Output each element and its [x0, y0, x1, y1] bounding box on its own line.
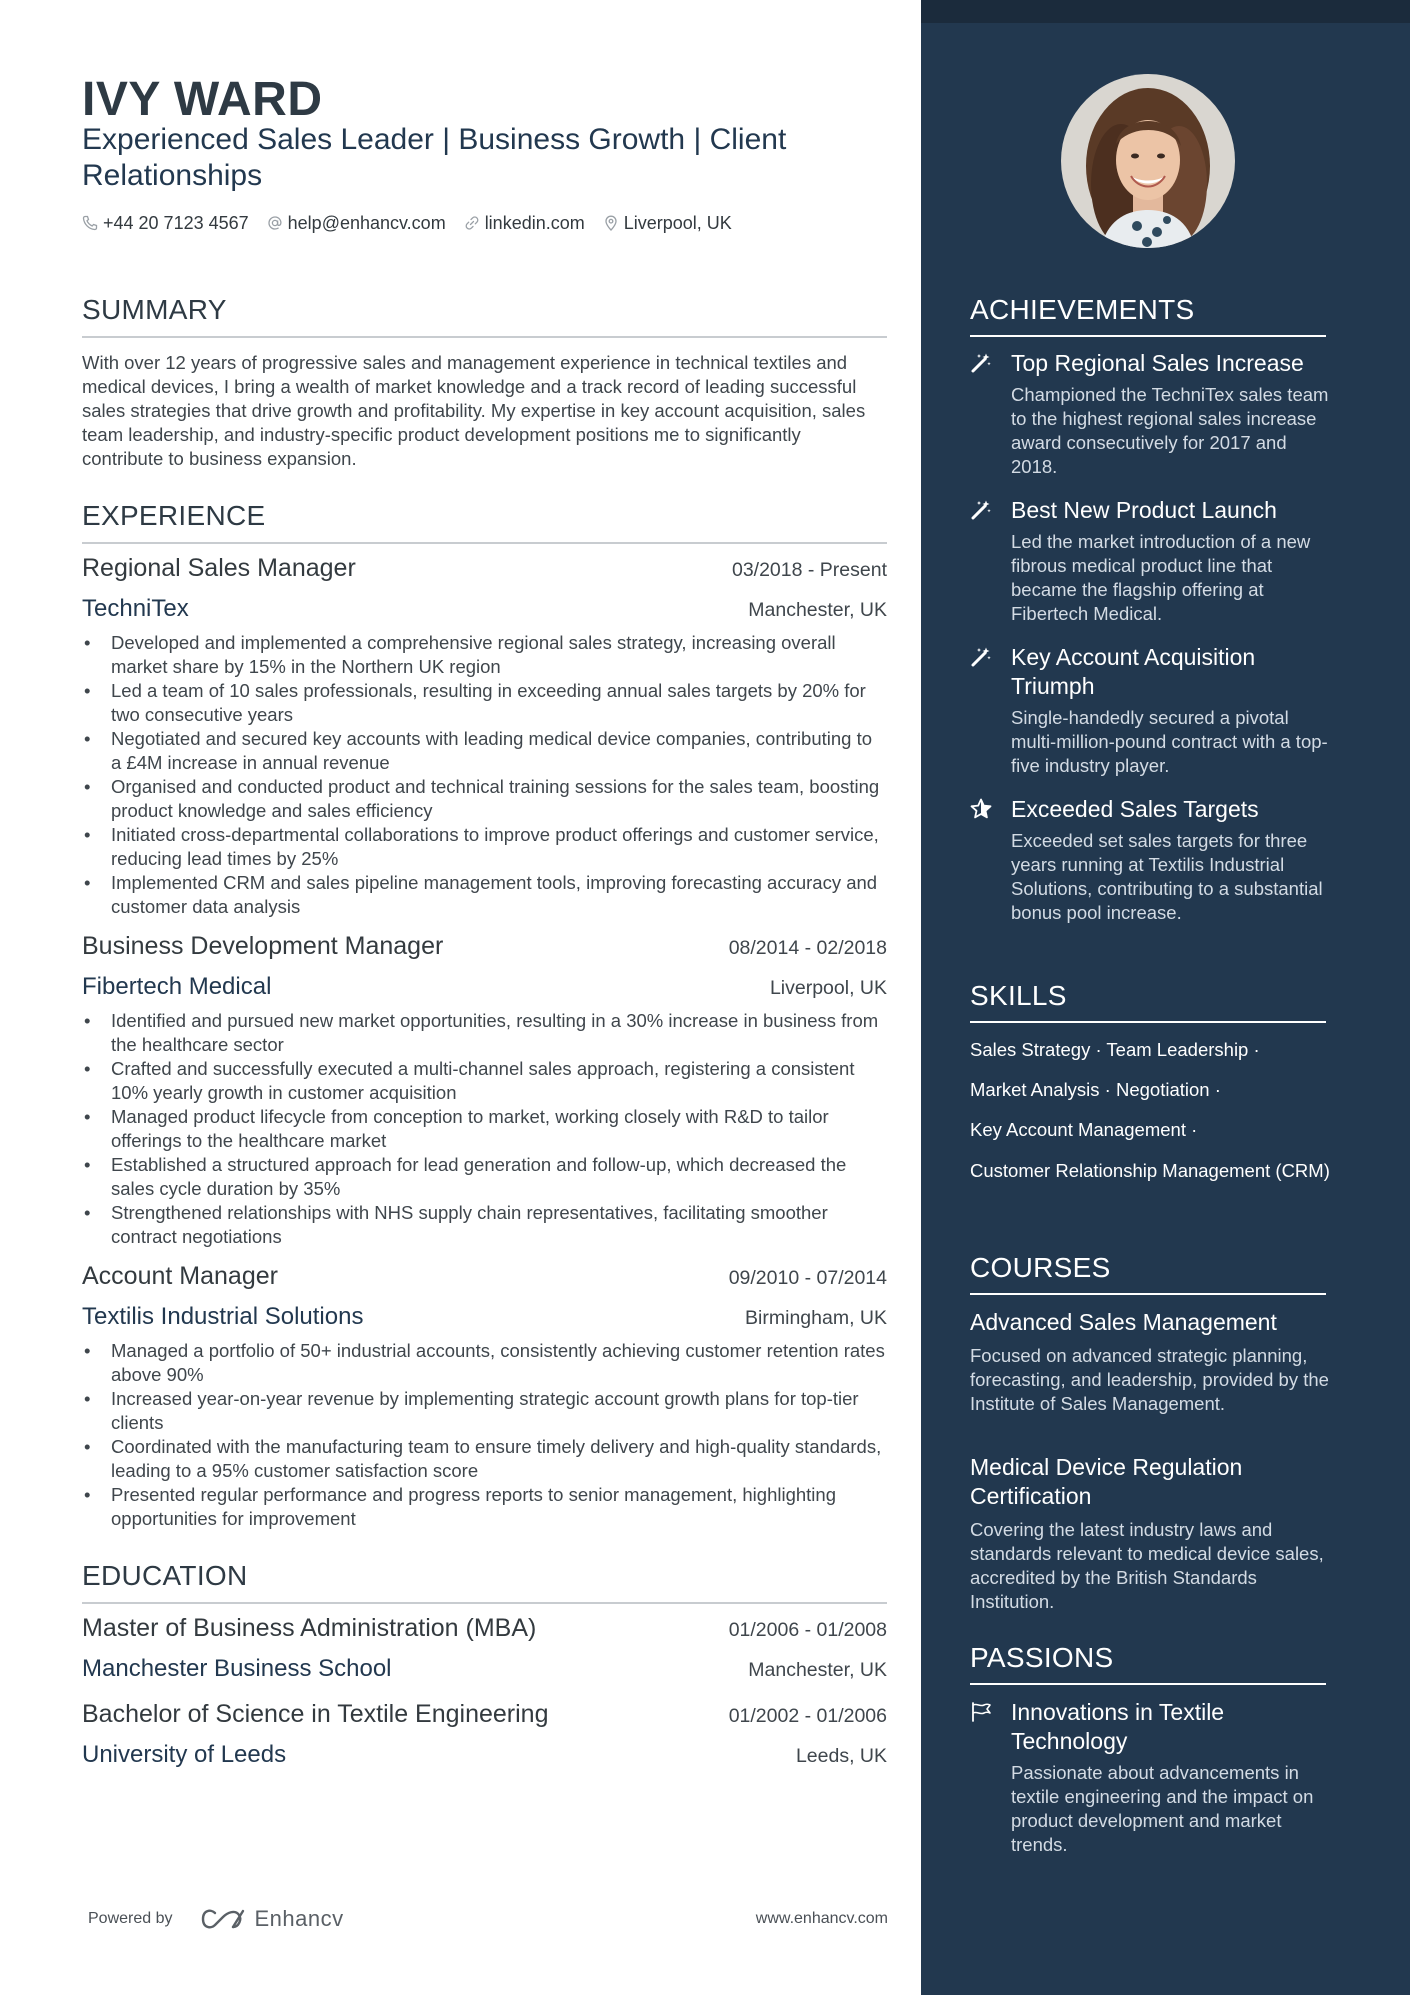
- achievement-item: [970, 643, 1330, 778]
- education-dates: 01/2006 - 01/2008: [728, 1619, 887, 1641]
- summary-text: With over 12 years of progressive sales and management experience in technical textiles and medical devices, I bring a wealth of market knowledge and a track record of leading successful sales strategies that drive growth and profitability. My expertise in key account acquisition, sales team leadership, and industry-specific product development positions me to significantly contribute to business expansion.: [82, 352, 866, 469]
- powered-by-label: Powered by: [88, 1910, 173, 1927]
- list-item: • Presented regular performance and progress reports to senior management, highlighting opportunities for improvement: [82, 1483, 887, 1531]
- list-item: • Increased year-on-year revenue by implementing strategic account growth plans for top-tier clients: [82, 1387, 887, 1435]
- job-header: [82, 932, 887, 961]
- achievement-item: [970, 795, 1330, 925]
- headline: Experienced Sales Leader | Business Growth | Client Relationships: [82, 123, 787, 192]
- job-title: Regional Sales Manager: [82, 554, 356, 582]
- contact-bar: [82, 210, 750, 236]
- contact-linkedin[interactable]: [464, 213, 585, 234]
- education-school-row: [82, 1655, 887, 1683]
- contact-email[interactable]: [267, 213, 446, 234]
- list-item: • Organised and conducted product and technical training sessions for the sales team, boosting product knowledge and sales efficiency: [82, 775, 887, 823]
- summary-heading: SUMMARY: [82, 294, 887, 338]
- school-name: University of Leeds: [82, 1741, 287, 1768]
- enhancv-brand: Enhancv: [254, 1906, 344, 1931]
- school-location: Manchester, UK: [748, 1659, 887, 1681]
- magic-wand-icon: [970, 646, 992, 668]
- contact-location: [603, 213, 732, 234]
- job-company: Fibertech Medical: [82, 973, 272, 1000]
- job-dates: 09/2010 - 07/2014: [728, 1267, 887, 1289]
- job-location: Birmingham, UK: [745, 1307, 887, 1329]
- job-company-row: [82, 595, 887, 623]
- magic-wand-icon: [970, 499, 992, 521]
- link-icon: [464, 215, 480, 231]
- education-school-row: [82, 1741, 887, 1769]
- course-title: Medical Device Regulation Certification: [970, 1454, 1243, 1509]
- job-header: [82, 554, 887, 583]
- job-dates: 03/2018 - Present: [731, 559, 887, 581]
- passion-item: [970, 1698, 1330, 1857]
- education-header: [82, 1700, 887, 1729]
- location-pin-icon: [603, 215, 619, 231]
- list-item: • Initiated cross-departmental collaborations to improve product offerings and customer service, reducing lead times by 25%: [82, 823, 887, 871]
- list-item: • Developed and implemented a comprehensive regional sales strategy, increasing overall market share by 15% in the Northern UK region: [82, 631, 887, 679]
- degree-title: Bachelor of Science in Textile Engineering: [82, 1700, 549, 1728]
- enhancv-logo[interactable]: [199, 1906, 344, 1932]
- job-bullets: [82, 631, 887, 919]
- course-title: Advanced Sales Management: [970, 1309, 1277, 1335]
- job-company: Textilis Industrial Solutions: [82, 1303, 364, 1330]
- linkedin-text: linkedin.com: [484, 212, 585, 233]
- skill-line: Sales Strategy · Team Leadership ·: [970, 1039, 1260, 1060]
- list-item: • Strengthened relationships with NHS supply chain representatives, facilitating smoother contract negotiations: [82, 1201, 887, 1249]
- job-bullets: [82, 1339, 887, 1531]
- courses-heading: COURSES: [970, 1252, 1326, 1295]
- achievement-title: Top Regional Sales Increase: [1011, 350, 1304, 376]
- email-text: help@enhancv.com: [287, 212, 446, 233]
- job-title: Account Manager: [82, 1262, 278, 1290]
- skill-line: Customer Relationship Management (CRM): [970, 1160, 1330, 1181]
- course-desc: Focused on advanced strategic planning, forecasting, and leadership, provided by the Institute of Sales Management.: [970, 1345, 1329, 1414]
- sidebar: [921, 0, 1410, 1995]
- list-item: • Implemented CRM and sales pipeline management tools, improving forecasting accuracy and customer data analysis: [82, 871, 887, 919]
- achievement-item: [970, 349, 1330, 479]
- list-item: • Negotiated and secured key accounts with leading medical device companies, contributing to a £4M increase in annual revenue: [82, 727, 887, 775]
- phone-text: +44 20 7123 4567: [103, 212, 249, 233]
- achievement-title: Best New Product Launch: [1011, 497, 1277, 523]
- course-desc: Covering the latest industry laws and standards relevant to medical device sales, accredited by the British Standards Institution.: [970, 1519, 1324, 1612]
- flag-icon: [970, 1701, 992, 1723]
- enhancv-logo-icon: [199, 1906, 247, 1932]
- star-icon: [970, 798, 992, 820]
- list-item: • Coordinated with the manufacturing team to ensure timely delivery and high-quality standards, leading to a 95% customer satisfaction score: [82, 1435, 887, 1483]
- job-dates: 08/2014 - 02/2018: [728, 937, 887, 959]
- skills-heading: SKILLS: [970, 980, 1326, 1023]
- education-dates: 01/2002 - 01/2006: [728, 1705, 887, 1727]
- job-location: Manchester, UK: [748, 599, 887, 621]
- education-heading: EDUCATION: [82, 1560, 887, 1604]
- skill-line: Market Analysis · Negotiation ·: [970, 1079, 1221, 1100]
- achievement-item: [970, 496, 1330, 626]
- achievement-desc: Single-handedly secured a pivotal multi-million-pound contract with a top-five industry player.: [1011, 707, 1328, 776]
- list-item: • Established a structured approach for lead generation and follow-up, which decreased the sales cycle duration by 35%: [82, 1153, 887, 1201]
- job-company-row: [82, 1303, 887, 1331]
- list-item: • Crafted and successfully executed a multi-channel sales approach, registering a consistent 10% yearly growth in customer acquisition: [82, 1057, 887, 1105]
- phone-icon: [82, 215, 98, 231]
- job-header: [82, 1262, 887, 1291]
- degree-title: Master of Business Administration (MBA): [82, 1614, 537, 1642]
- list-item: • Managed product lifecycle from conception to market, working closely with R&D to tailor offerings to the healthcare market: [82, 1105, 887, 1153]
- sidebar-top-bar: [921, 0, 1410, 23]
- school-name: Manchester Business School: [82, 1655, 392, 1682]
- achievement-desc: Led the market introduction of a new fibrous medical product line that became the flagship offering at Fibertech Medical.: [1011, 531, 1311, 624]
- achievement-desc: Championed the TechniTex sales team to the highest regional sales increase award consecutively for 2017 and 2018.: [1011, 384, 1329, 477]
- list-item: • Led a team of 10 sales professionals, resulting in exceeding annual sales targets by 20% for two consecutive years: [82, 679, 887, 727]
- school-location: Leeds, UK: [795, 1745, 887, 1767]
- job-title: Business Development Manager: [82, 932, 444, 960]
- education-header: [82, 1614, 887, 1643]
- passions-heading: PASSIONS: [970, 1642, 1326, 1685]
- job-company-row: [82, 973, 887, 1001]
- achievements-heading: ACHIEVEMENTS: [970, 294, 1326, 337]
- candidate-name: IVY WARD: [82, 73, 323, 126]
- job-company: TechniTex: [82, 595, 189, 622]
- contact-phone[interactable]: [82, 213, 249, 234]
- list-item: • Managed a portfolio of 50+ industrial accounts, consistently achieving customer retention rates above 90%: [82, 1339, 887, 1387]
- at-icon: [267, 215, 283, 231]
- passion-desc: Passionate about advancements in textile engineering and the impact on product development and market trends.: [1011, 1762, 1314, 1855]
- experience-heading: EXPERIENCE: [82, 500, 887, 544]
- achievement-title: Exceeded Sales Targets: [1011, 796, 1259, 822]
- footer: [88, 1904, 888, 1934]
- avatar: [1061, 74, 1235, 248]
- magic-wand-icon: [970, 352, 992, 374]
- skill-line: Key Account Management ·: [970, 1119, 1198, 1140]
- achievement-title: Key Account Acquisition Triumph: [1011, 644, 1256, 699]
- passion-title: Innovations in Textile Technology: [1011, 1699, 1225, 1754]
- footer-website[interactable]: www.enhancv.com: [755, 1910, 888, 1927]
- job-bullets: [82, 1009, 887, 1249]
- list-item: • Identified and pursued new market opportunities, resulting in a 30% increase in business from the healthcare sector: [82, 1009, 887, 1057]
- job-location: Liverpool, UK: [769, 977, 887, 999]
- location-text: Liverpool, UK: [623, 212, 732, 233]
- achievement-desc: Exceeded set sales targets for three years running at Textilis Industrial Solutions, contributing to a substantial bonus pool increase.: [1011, 830, 1323, 923]
